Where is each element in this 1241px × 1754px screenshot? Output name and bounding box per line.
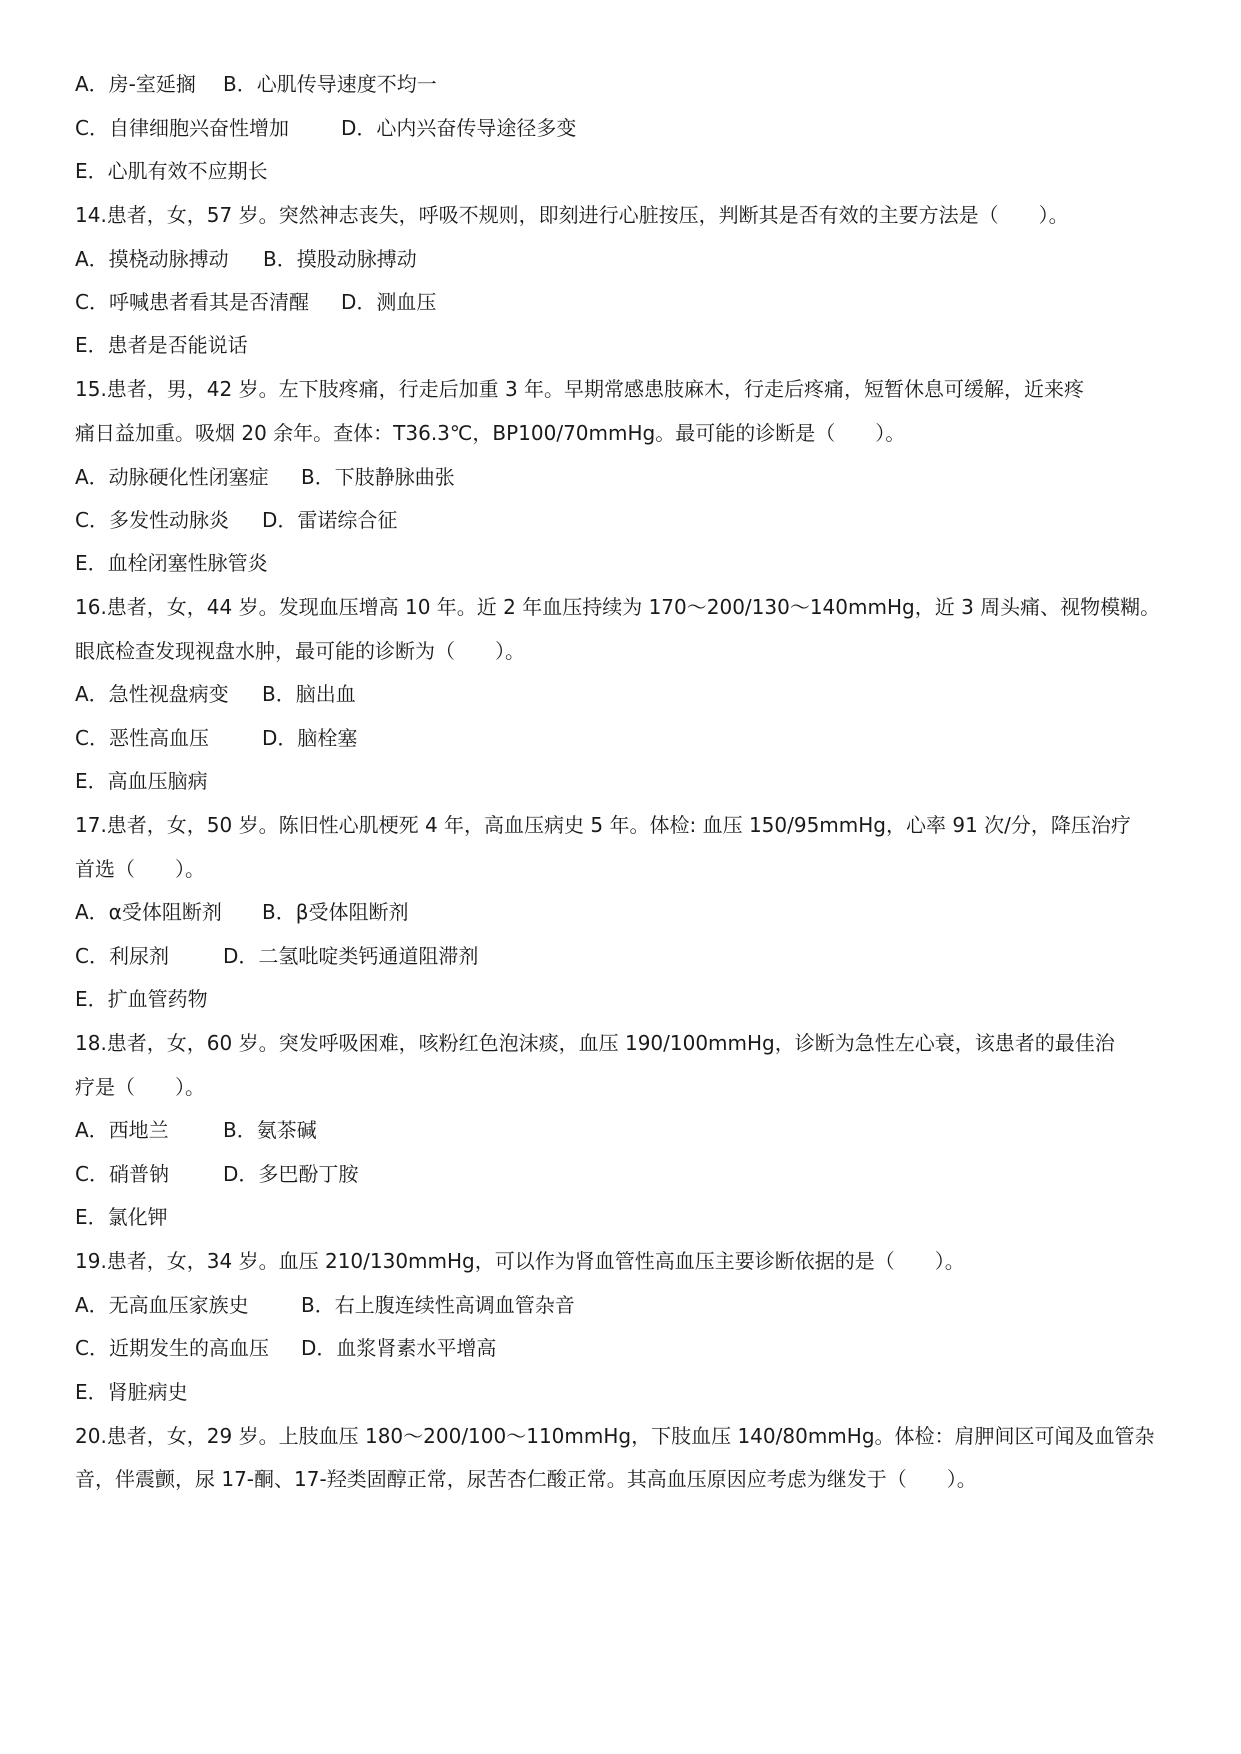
answer-option: C．近期发生的高血压 — [75, 1336, 269, 1360]
answer-option: C．呼喊患者看其是否清醒 — [75, 290, 309, 314]
answer-option: B．心肌传导速度不均一 — [223, 72, 437, 96]
answer-option: E．扩血管药物 — [75, 987, 208, 1011]
answer-option: A．摸桡动脉搏动 — [75, 247, 229, 271]
question-text-line: 首选（ ）。 — [75, 857, 205, 881]
answer-option: C．多发性动脉炎 — [75, 508, 229, 532]
question-text-line: 疗是（ ）。 — [75, 1075, 205, 1099]
answer-option: E．血栓闭塞性脉管炎 — [75, 551, 268, 575]
answer-option: D．脑栓塞 — [262, 726, 358, 750]
question-text-line: 16.患者，女，44 岁。发现血压增高 10 年。近 2 年血压持续为 170～200/130～140mmHg，近 3 周头痛、视物模糊。 — [75, 595, 1161, 619]
answer-option: C．硝普钠 — [75, 1162, 169, 1186]
answer-option: D．二氢吡啶类钙通道阻滞剂 — [223, 944, 479, 968]
answer-option: A．西地兰 — [75, 1118, 169, 1142]
question-text-line: 18.患者，女，60 岁。突发呼吸困难，咳粉红色泡沫痰，血压 190/100mmHg，诊断为急性左心衰，该患者的最佳治 — [75, 1031, 1115, 1055]
answer-option: B．摸股动脉搏动 — [263, 247, 417, 271]
question-text-line: 20.患者，女，29 岁。上肢血压 180～200/100～110mmHg，下肢血压 140/80mmHg。体检：肩胛间区可闻及血管杂 — [75, 1424, 1155, 1448]
answer-option: D．测血压 — [341, 290, 437, 314]
question-text-line: 14.患者，女，57 岁。突然神志丧失，呼吸不规则，即刻进行心脏按压，判断其是否有效的主要方法是（ ）。 — [75, 203, 1069, 227]
answer-option: D．血浆肾素水平增高 — [301, 1336, 497, 1360]
answer-option: B．β受体阻断剂 — [262, 900, 409, 924]
answer-option: C．利尿剂 — [75, 944, 169, 968]
answer-option: D．多巴酚丁胺 — [223, 1162, 359, 1186]
question-text-line: 音，伴震颤，尿 17-酮、17-羟类固醇正常，尿苦杏仁酸正常。其高血压原因应考虑为继发于（ ）。 — [75, 1467, 977, 1491]
answer-option: D．心内兴奋传导途径多变 — [341, 116, 577, 140]
question-text-line: 眼底检查发现视盘水肿，最可能的诊断为（ ）。 — [75, 639, 525, 663]
answer-option: B．下肢静脉曲张 — [301, 465, 455, 489]
question-text-line: 痛日益加重。吸烟 20 余年。查体：T36.3℃，BP100/70mmHg。最可能的诊断是（ ）。 — [75, 421, 906, 445]
answer-option: A．α受体阻断剂 — [75, 900, 222, 924]
answer-option: D．雷诺综合征 — [262, 508, 398, 532]
answer-option: C．自律细胞兴奋性增加 — [75, 116, 289, 140]
question-text-line: 19.患者，女，34 岁。血压 210/130mmHg，可以作为肾血管性高血压主要诊断依据的是（ ）。 — [75, 1249, 965, 1273]
answer-option: B．氨茶碱 — [223, 1118, 317, 1142]
question-text-line: 17.患者，女，50 岁。陈旧性心肌梗死 4 年，高血压病史 5 年。体检: 血压 150/95mmHg，心率 91 次/分，降压治疗 — [75, 813, 1131, 837]
answer-option: E．患者是否能说话 — [75, 333, 248, 357]
question-text-line: 15.患者，男，42 岁。左下肢疼痛，行走后加重 3 年。早期常感患肢麻木，行走后疼痛，短暂休息可缓解，近来疼 — [75, 377, 1085, 401]
answer-option: A．急性视盘病变 — [75, 682, 229, 706]
answer-option: A．无高血压家族史 — [75, 1293, 249, 1317]
answer-option: E．肾脏病史 — [75, 1380, 188, 1404]
answer-option: B．右上腹连续性高调血管杂音 — [301, 1293, 575, 1317]
answer-option: A．房-室延搁 — [75, 72, 196, 96]
answer-option: B．脑出血 — [262, 682, 356, 706]
answer-option: E．氯化钾 — [75, 1205, 168, 1229]
answer-option: E．高血压脑病 — [75, 769, 208, 793]
answer-option: A．动脉硬化性闭塞症 — [75, 465, 269, 489]
answer-option: E．心肌有效不应期长 — [75, 159, 268, 183]
answer-option: C．恶性高血压 — [75, 726, 209, 750]
